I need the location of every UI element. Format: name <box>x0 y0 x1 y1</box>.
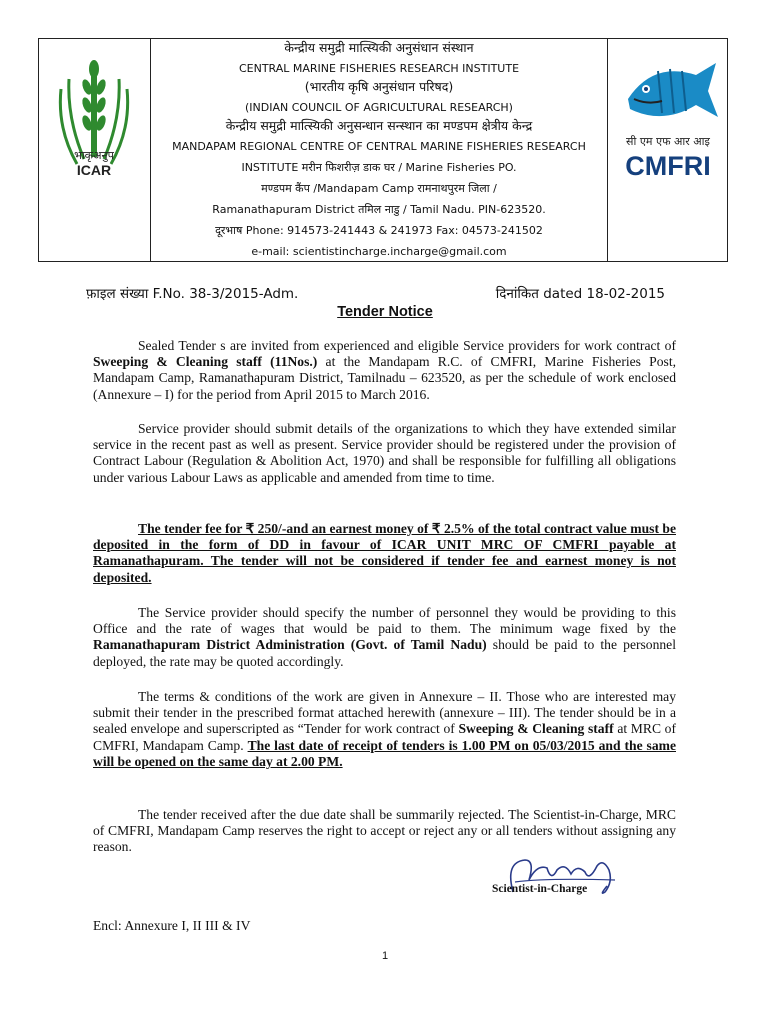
tender-fee-notice: The tender fee for ₹ 250/-and an earnest money of ₹ 2.5% of the total contract value must be deposited in the form of DD in favour of ICAR UNIT MRC OF CMFRI payable at Ramanathapuram. The tender will not be considered if tender fee and earnest money is not deposited. <box>93 521 676 585</box>
svg-text:सी एम एफ आर आइ: सी एम एफ आर आइ <box>626 135 710 148</box>
svg-text:CMFRI: CMFRI <box>625 151 711 181</box>
email: e-mail: scientistincharge.incharge@gmail.com <box>251 245 507 258</box>
paragraph-3 <box>93 521 676 586</box>
cmfri-logo <box>607 39 727 261</box>
svg-text:ICAR: ICAR <box>76 162 112 178</box>
letterhead-text <box>151 39 607 261</box>
fish-logo-icon <box>608 39 727 261</box>
address-line-1: INSTITUTE मरीन फिशरीज़ डाक घर / Marine Fisheries PO. <box>241 161 517 174</box>
enclosure-note: Encl: Annexure I, II III & IV <box>93 918 251 933</box>
council-name: (INDIAN COUNCIL OF AGRICULTURAL RESEARCH) <box>245 101 513 114</box>
regional-centre: MANDAPAM REGIONAL CENTRE OF CENTRAL MARINE FISHERIES RESEARCH <box>172 140 586 153</box>
letterhead <box>38 38 728 262</box>
icar-logo <box>39 39 151 261</box>
file-number: फ़ाइल संख्या F.No. 38-3/2015-Adm. <box>86 286 299 302</box>
document-date: दिनांकित dated 18-02-2015 <box>495 286 665 302</box>
address-line-3: Ramanathapuram District तमिल नाडु / Tamil Nadu. PIN-623520. <box>212 203 546 216</box>
signature-label: Scientist-in-Charge <box>492 883 588 895</box>
council-name-hindi: (भारतीय कृषि अनुसंधान परिषद) <box>304 79 454 94</box>
paragraph-4: The Service provider should specify the number of personnel they would be providing to this Office and the rate of wages that would be paid to them. The minimum wage fixed by the Ramanathapuram District Administration (Govt. of Tamil Nadu) should be paid to the personnel deployed, the rate may be quoted accordingly. <box>93 605 676 669</box>
page-title: Tender Notice <box>337 304 433 320</box>
deadline-notice: The last date of receipt of tenders is 1.00 PM on 05/03/2015 and the same will be opened on the same day at 2.00 PM. <box>93 737 676 769</box>
file-info <box>86 284 665 302</box>
paragraph-5: The terms & conditions of the work are given in Annexure – II. Those who are interested may submit their tender in the prescribed format attached herewith (annexure – III). The tender should be in a sealed envelope and superscripted as “Tender for work contract of Sweeping & Cleaning staff at MRC of CMFRI, Mandapam Camp. The last date of receipt of tenders is 1.00 PM on 05/03/2015 and the same will be opened on the same day at 2.00 PM. <box>93 689 676 769</box>
authority-name: Ramanathapuram District Administration (Govt. of Tamil Nadu) <box>93 637 487 653</box>
paragraph-6: The tender received after the due date shall be summarily rejected. The Scientist-in-Charge, MRC of CMFRI, Mandapam Camp reserves the right to accept or reject any or all tenders without assigning any reason. <box>93 807 676 855</box>
institute-name: CENTRAL MARINE FISHERIES RESEARCH INSTITUTE <box>238 62 520 75</box>
paragraph-2: Service provider should submit details of the organizations to which they have extended similar service in the recent past as well as present. Service provider should be registered under the provision of Contract Labour (Regulation & Abolition Act, 1970) and shall be responsible for fulfilling all obligations under various Labour Laws as applicable and amended from time to time. <box>93 421 676 485</box>
regional-centre-hindi: केन्द्रीय समुद्री मात्स्यिकी अनुसन्धान सन्स्थान का मण्डपम क्षेत्रीय केन्द्र <box>225 118 533 133</box>
paragraph-1: Sealed Tender s are invited from experienced and eligible Service providers for work contract of Sweeping & Cleaning staff (11Nos.) at the Mandapam R.C. of CMFRI, Marine Fisheries Post, Mandapam Camp, Ramanathapuram District, Tamilnadu – 623520, as per the schedule of work enclosed (Annexure – I) for the period from April 2015 to March 2016. <box>93 338 676 402</box>
wheat-emblem-icon <box>39 39 150 261</box>
phone-fax: दूरभाष Phone: 914573-241443 & 241973 Fax: 04573-241502 <box>215 224 543 237</box>
svg-text:भाकृअनुप: भाकृअनुप <box>74 149 114 162</box>
institute-name-hindi: केन्द्रीय समुद्री मात्स्यिकी अनुसंधान संस्थान <box>284 40 474 55</box>
page-number: 1 <box>381 950 389 962</box>
address-line-2: मण्डपम कैंप /Mandapam Camp रामनाथपुरम जिला / <box>261 182 497 195</box>
work-title: Sweeping & Cleaning staff (11Nos.) <box>93 354 318 370</box>
